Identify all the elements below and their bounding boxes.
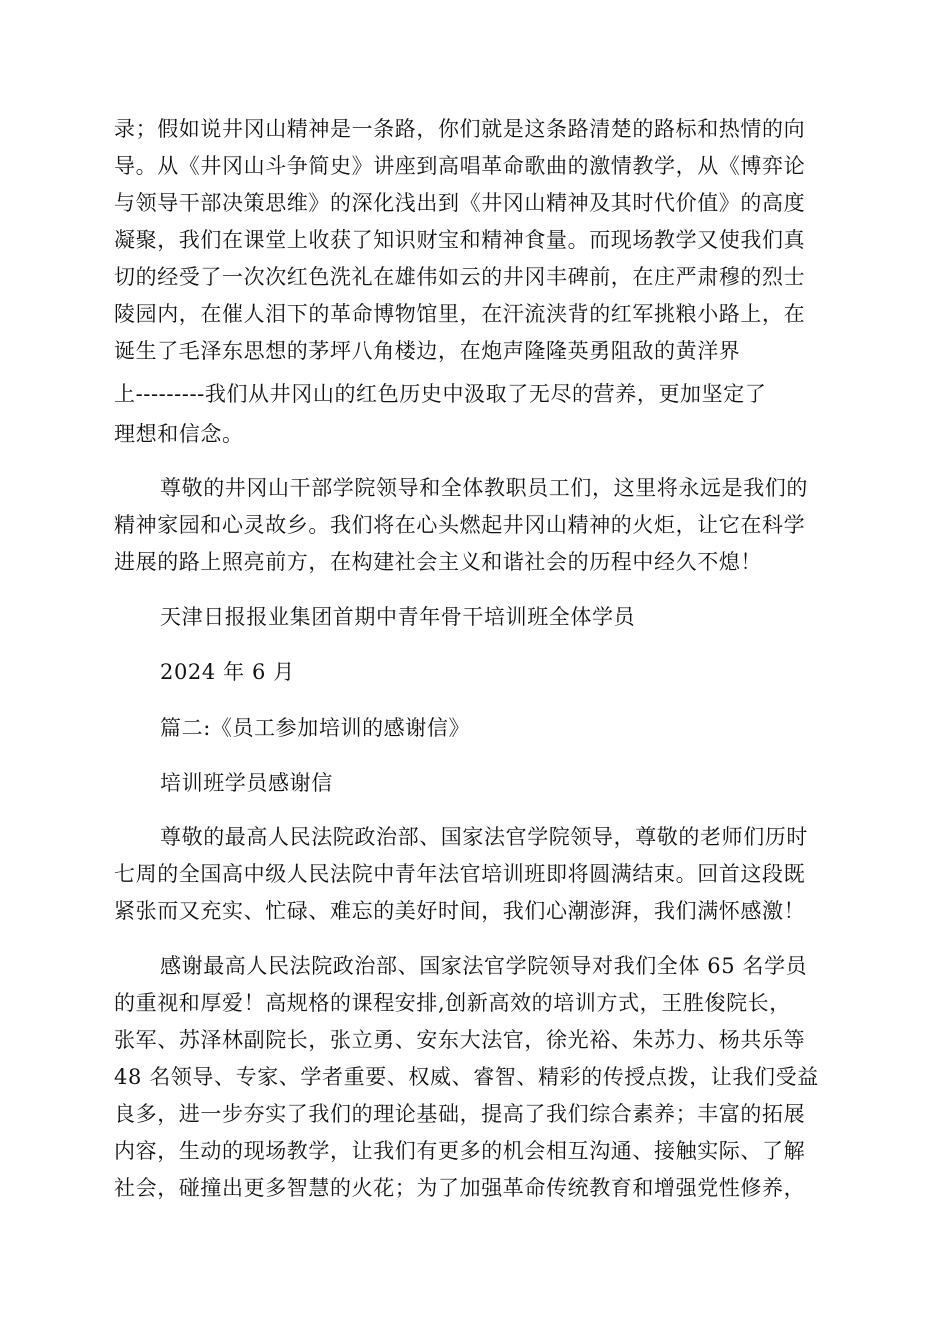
text-line: 录；假如说井冈山精神是一条路，你们就是这条路清楚的路标和热情的向 [114, 117, 806, 141]
text-line: 切的经受了一次次红色洗礼在雄伟如云的井冈丰碑前，在庄严肃穆的烈士 [114, 265, 806, 289]
text-line: 紧张而又充实、忙碌、难忘的美好时间，我们心潮澎湃，我们满怀感激！ [114, 899, 806, 923]
text-line: 与领导干部决策思维》的深化浅出到《井冈山精神及其时代价值》的高度 [114, 191, 806, 215]
text-line: 内容，生动的现场教学，让我们有更多的机会相互沟通、接触实际、了解 [114, 1139, 806, 1163]
text-line: 诞生了毛泽东思想的茅坪八角楼边，在炮声隆隆英勇阻敌的黄洋界 [114, 339, 741, 363]
text-line: 尊敬的井冈山干部学院领导和全体教职员工们，这里将永远是我们的 [160, 476, 808, 500]
letter-title: 培训班学员感谢信 [160, 771, 333, 795]
text-line: 精神家园和心灵故乡。我们将在心头燃起井冈山精神的火炬，让它在科学 [114, 513, 806, 537]
signature-line: 天津日报报业集团首期中青年骨干培训班全体学员 [160, 605, 636, 629]
text-line: 进展的路上照亮前方，在构建社会主义和谐社会的历程中经久不熄！ [114, 550, 762, 574]
text-line: 48 名领导、专家、学者重要、权威、睿智、精彩的传授点拨，让我们受益 [114, 1065, 819, 1089]
date-line: 2024 年 6 月 [160, 660, 295, 684]
text-line: 尊敬的最高人民法院政治部、国家法官学院领导，尊敬的老师们历时 [160, 825, 808, 849]
text-line: 七周的全国高中级人民法院中青年法官培训班即将圆满结束。回首这段既 [114, 862, 806, 886]
text-line: 导。从《井冈山斗争简史》讲座到高唱革命歌曲的激情教学，从《博弈论 [114, 154, 806, 178]
text-line: 上---------我们从井冈山的红色历史中汲取了无尽的营养，更加坚定了 [114, 382, 767, 406]
text-line: 陵园内，在催人泪下的革命博物馆里，在汗流浃背的红军挑粮小路上，在 [114, 302, 806, 326]
text-line: 良多，进一步夯实了我们的理论基础，提高了我们综合素养；丰富的拓展 [114, 1102, 806, 1126]
text-line: 社会，碰撞出更多智慧的火花；为了加强革命传统教育和增强党性修养， [114, 1176, 806, 1200]
text-line: 张军、苏泽林副院长，张立勇、安东大法官，徐光裕、朱苏力、杨共乐等 [114, 1028, 806, 1052]
text-line: 感谢最高人民法院政治部、国家法官学院领导对我们全体 65 名学员 [160, 954, 808, 978]
text-line: 凝聚，我们在课堂上收获了知识财宝和精神食量。而现场教学又使我们真 [114, 228, 806, 252]
section-heading: 篇二:《员工参加培训的感谢信》 [160, 716, 471, 740]
text-line: 的重视和厚爱！高规格的课程安排,创新高效的培训方式，王胜俊院长， [114, 991, 791, 1015]
text-line: 理想和信念。 [114, 422, 244, 446]
